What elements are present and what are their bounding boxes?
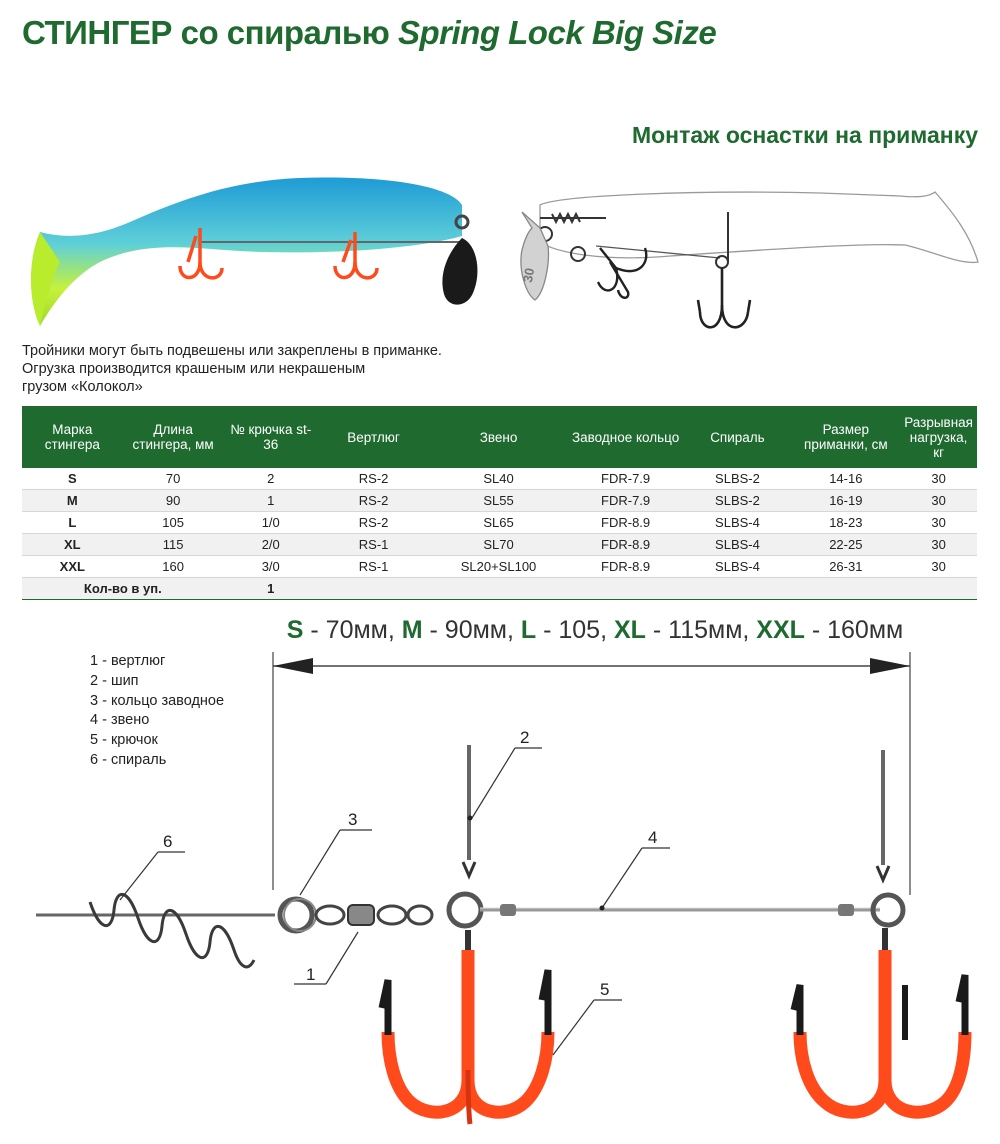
spike-icon xyxy=(449,745,481,926)
legend-item: 3 - кольцо заводное xyxy=(90,692,225,709)
table-row: L 105 1/0 RS-2 SL65 FDR-8.9 SLBS-4 18-23 30 xyxy=(22,512,977,534)
note-text: Тройники могут быть подвешены или закреплены в приманке. Огрузка производится крашеным или некрашеным грузом «Колокол» xyxy=(22,343,442,395)
table-header-row xyxy=(22,406,977,468)
callout-1 xyxy=(294,932,358,984)
pack-value: 1 xyxy=(224,578,318,600)
svg-text:1: 1 xyxy=(306,965,316,984)
column-header: Разрывная нагрузка, кг xyxy=(900,406,977,468)
legend-item: 4 - звено xyxy=(90,712,150,729)
bell-sinker-icon xyxy=(442,238,477,305)
treble-hook-icon xyxy=(794,928,965,1112)
table-row: S 70 2 RS-2 SL40 FDR-7.9 SLBS-2 14-16 30 xyxy=(22,468,977,490)
legend-item: 5 - крючок xyxy=(90,732,158,749)
callout-2 xyxy=(468,728,543,821)
sizes-line: S - 70мм, M - 90мм, L - 105, XL - 115мм, XXL - 160мм xyxy=(286,616,904,644)
rig-subtitle: Монтаж оснастки на приманку xyxy=(631,122,978,148)
pack-label: Кол-во в уп. xyxy=(22,578,224,600)
rig-mounting-drawing xyxy=(520,192,978,327)
callout-4 xyxy=(600,828,671,911)
length-dimension xyxy=(273,652,910,895)
treble-hook-icon xyxy=(382,930,548,1124)
page-title: СТИНГЕР со спиралью Spring Lock Big Size xyxy=(22,14,717,51)
legend-item: 2 - шип xyxy=(90,672,139,689)
swivel-icon xyxy=(316,905,432,925)
table-row: M 90 1 RS-2 SL55 FDR-7.9 SLBS-2 16-19 30 xyxy=(22,490,977,512)
column-header: № крючка st-36 xyxy=(224,406,318,468)
split-ring-icon xyxy=(280,899,316,931)
pack-row xyxy=(22,578,977,600)
column-header: Вертлюг xyxy=(318,406,429,468)
top-illustrations xyxy=(0,0,1000,340)
svg-text:5: 5 xyxy=(600,980,610,999)
column-header: Длина стингера, мм xyxy=(123,406,224,468)
legend-item: 6 - спираль xyxy=(90,751,167,768)
svg-text:3: 3 xyxy=(348,810,358,829)
callout-5 xyxy=(553,980,622,1055)
column-header: Звено xyxy=(429,406,567,468)
table-row: XXL 160 3/0 RS-1 SL20+SL100 FDR-8.9 SLBS-4 26-31 30 xyxy=(22,556,977,578)
lure-photo xyxy=(31,177,477,326)
callout-3 xyxy=(300,810,372,895)
treble-hook-icon xyxy=(698,268,750,327)
column-header: Марка стингера xyxy=(22,406,123,468)
callout-6 xyxy=(120,832,185,900)
spec-table xyxy=(22,406,977,600)
spiral-icon xyxy=(36,894,275,966)
spike-icon xyxy=(873,750,903,925)
link-wire-icon xyxy=(480,904,880,916)
svg-text:2: 2 xyxy=(520,728,530,747)
weight-label: 30 xyxy=(519,266,538,284)
table-row: XL 115 2/0 RS-1 SL70 FDR-8.9 SLBS-4 22-25 30 xyxy=(22,534,977,556)
svg-text:6: 6 xyxy=(163,832,173,851)
column-header: Спираль xyxy=(683,406,791,468)
stinger-diagram xyxy=(0,640,1000,1144)
column-header: Размер приманки, см xyxy=(791,406,900,468)
column-header: Заводное кольцо xyxy=(568,406,684,468)
legend-item: 1 - вертлюг xyxy=(90,653,166,669)
svg-text:4: 4 xyxy=(648,828,658,847)
